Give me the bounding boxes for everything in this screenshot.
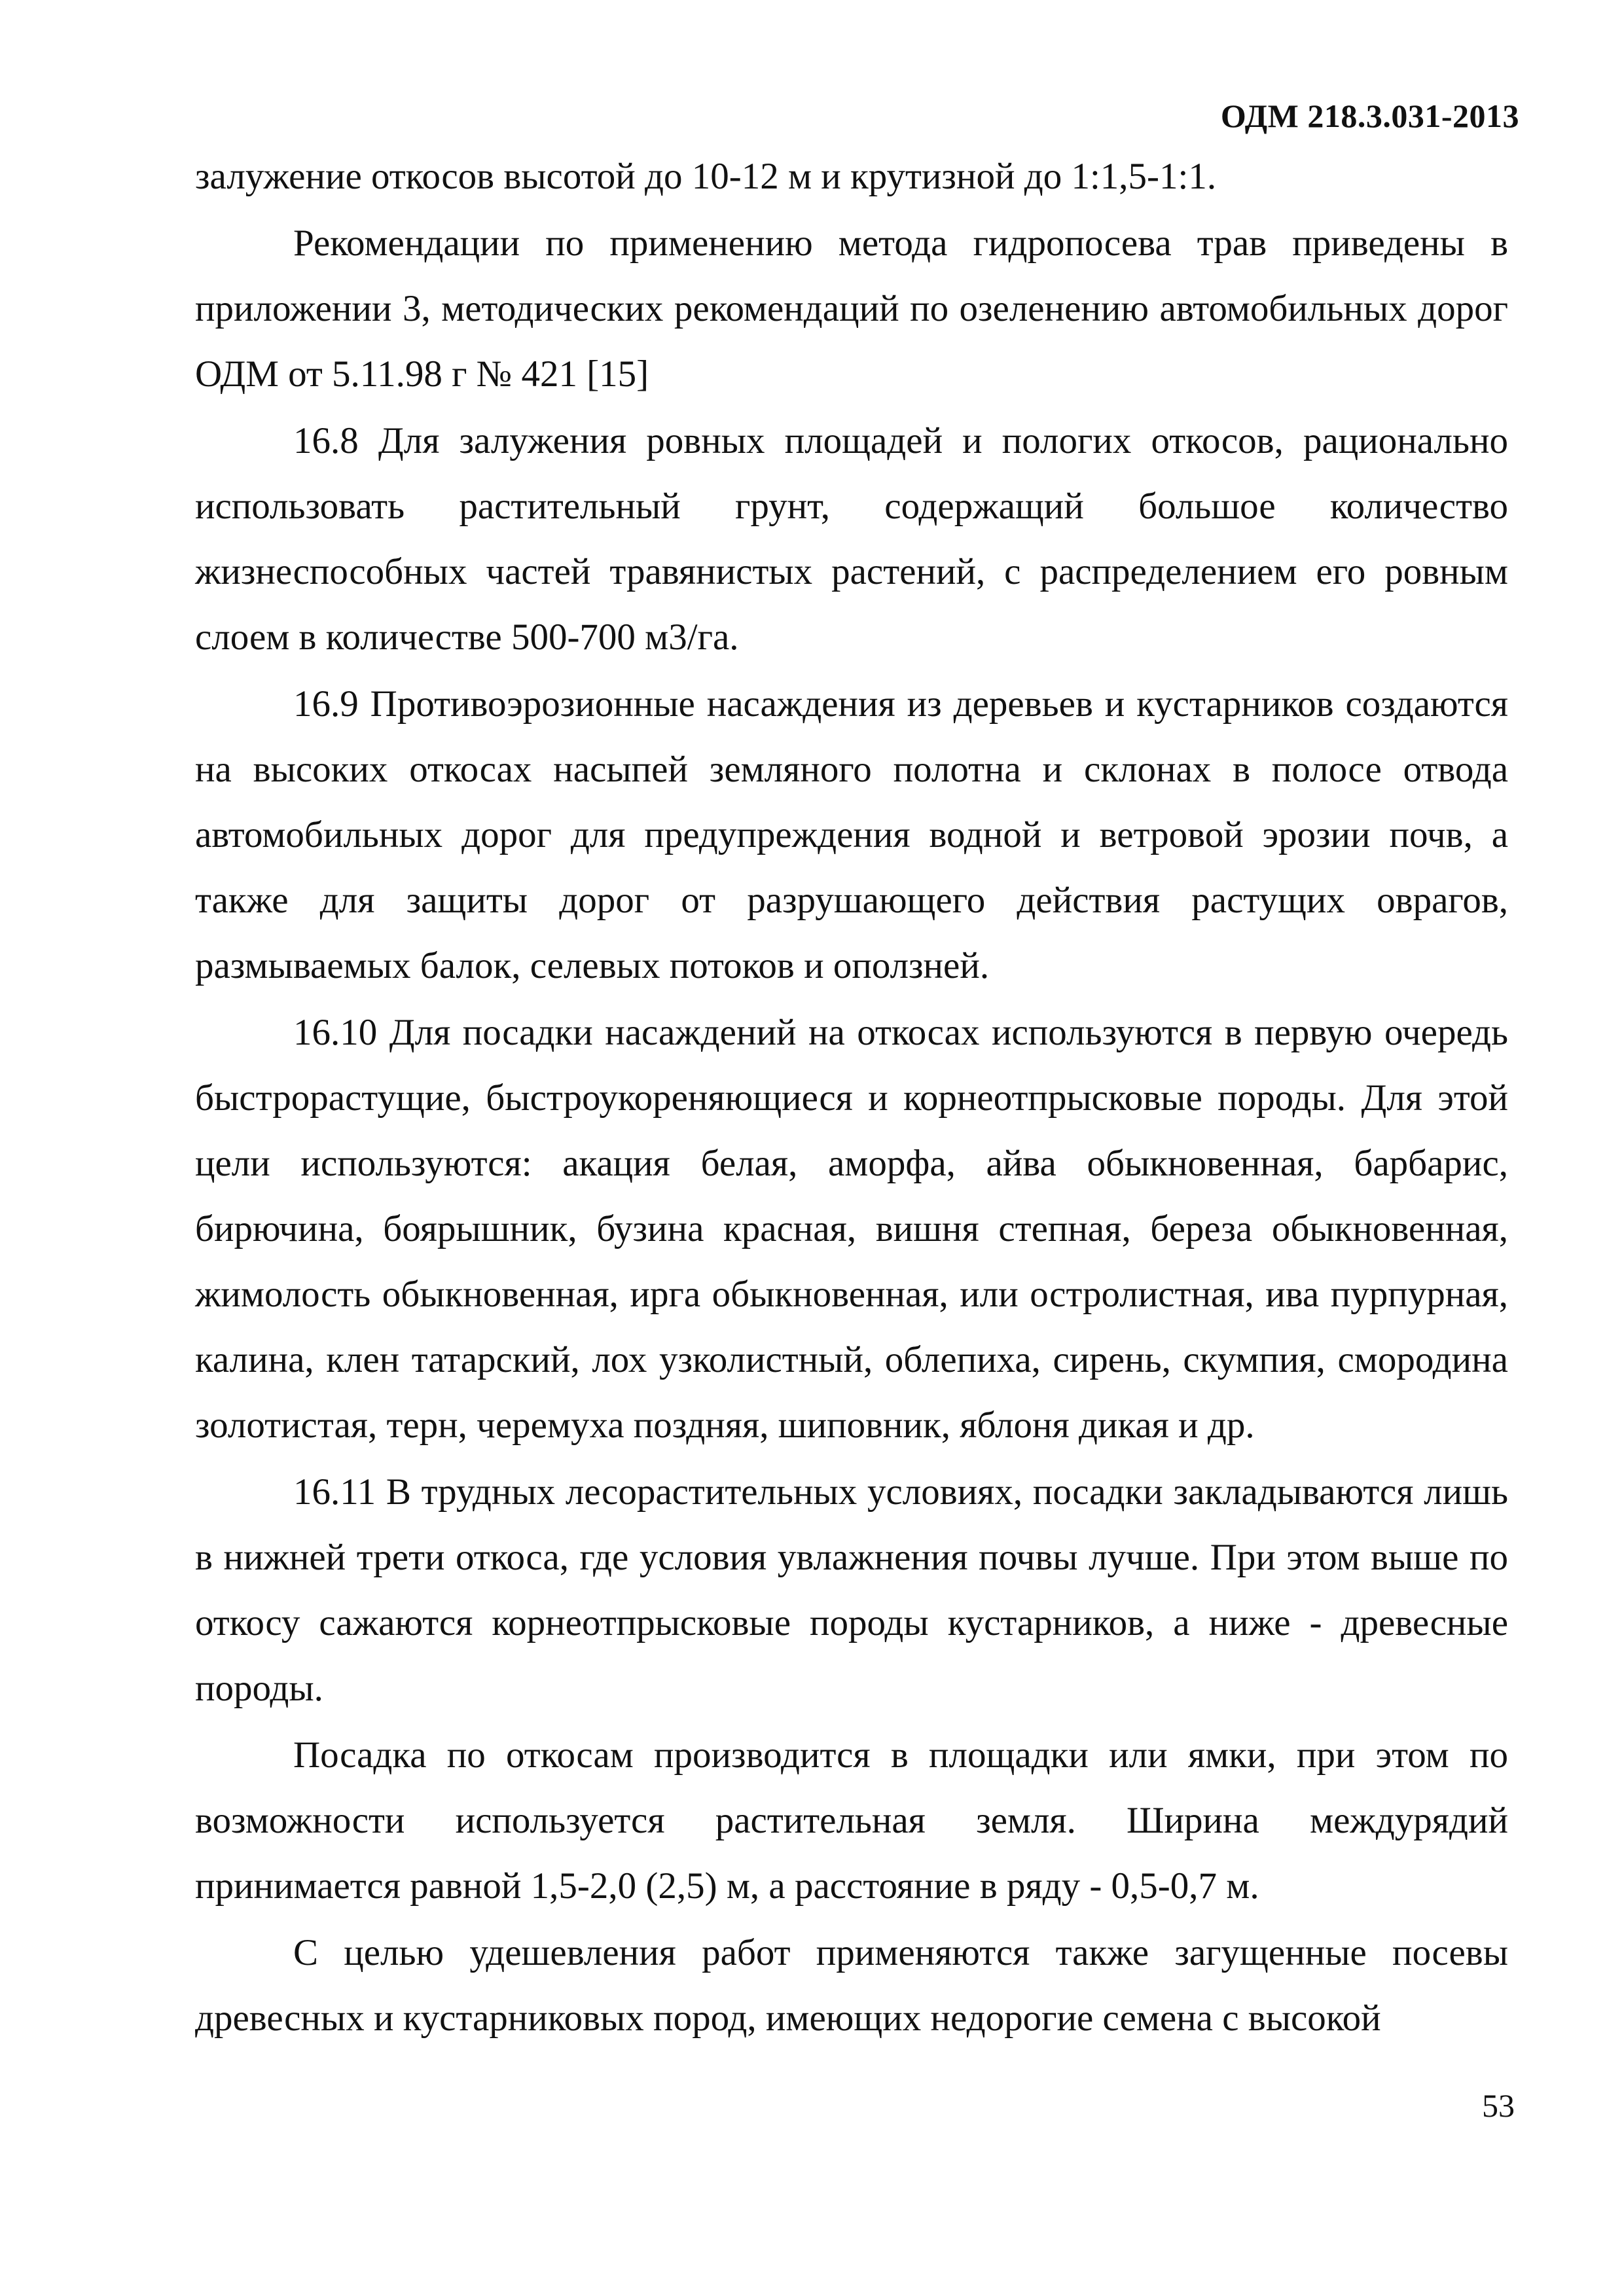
document-code-header: ОДМ 218.3.031-2013: [1220, 98, 1519, 134]
paragraph-planting-method: Посадка по откосам производится в площадки или ямки, при этом по возможности используется растительная земля. Ширина междурядий принимается равной 1,5-2,0 (2,5) м, а расстояние в ряду - 0,5-0,7 м.: [195, 1734, 1508, 1907]
paragraph-section-16-10: 16.10 Для посадки насаждений на откосах используются в первую очередь быстрорастущие, быстроукореняющиеся и корнеотпрысковые породы. Для этой цели используются: акация белая, аморфа, айва обыкновенная, барбарис, бирючина, боярышник, бузина красная, вишня степная, береза обыкновенная, жимолость обыкновенная, ирга обыкновенная, или остролистная, ива пурпурная, калина, клен татарский, лох узколистный, облепиха, сирень, скумпия, смородина золотистая, терн, черемуха поздняя, шиповник, яблоня дикая и др.: [195, 1012, 1508, 1446]
paragraph-dense-sowing: С целью удешевления работ применяются также загущенные посевы древесных и кустарниковых пород, имеющих недорогие семена с высокой: [195, 1932, 1508, 2039]
page-number: 53: [1482, 2087, 1515, 2124]
paragraph-section-16-9: 16.9 Противоэрозионные насаждения из деревьев и кустарников создаются на высоких откосах насыпей земляного полотна и склонах в полосе отвода автомобильных дорог для предупреждения водной и ветровой эрозии почв, а также для защиты дорог от разрушающего действия растущих оврагов, размываемых балок, селевых потоков и оползней.: [195, 683, 1508, 986]
paragraph-continuation: залужение откосов высотой до 10-12 м и крутизной до 1:1,5-1:1.: [195, 156, 1217, 197]
paragraph-hydroseeding-recommendations: Рекомендации по применению метода гидропосева трав приведены в приложении 3, методических рекомендаций по озеленению автомобильных дорог ОДМ от 5.11.98 г № 421 [15]: [195, 223, 1508, 395]
paragraph-section-16-11: 16.11 В трудных лесорастительных условиях, посадки закладываются лишь в нижней трети откоса, где условия увлажнения почвы лучше. При этом выше по откосу сажаются корнеотпрысковые породы кустарников, а ниже - древесные породы.: [195, 1471, 1508, 1709]
document-body: [195, 144, 1508, 2053]
paragraph-section-16-8: 16.8 Для залужения ровных площадей и пологих откосов, рационально использовать растительный грунт, содержащий большое количество жизнеспособных частей травянистых растений, с распределением его ровным слоем в количестве 500-700 м3/га.: [195, 420, 1508, 658]
